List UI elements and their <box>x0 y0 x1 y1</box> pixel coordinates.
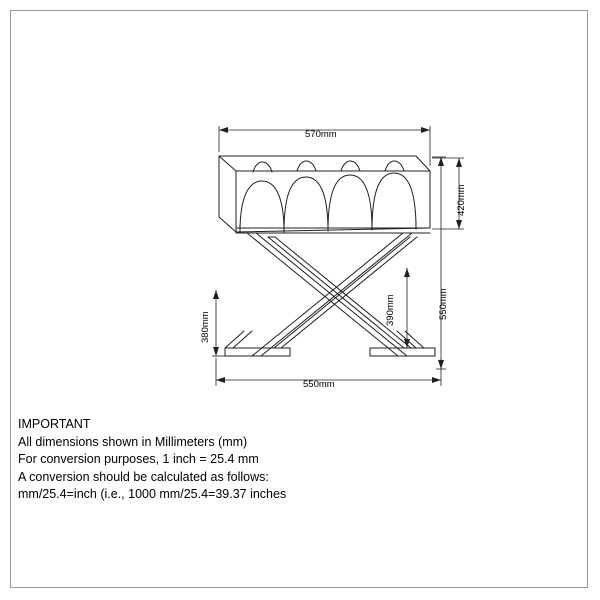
dim-foot-height <box>212 290 226 356</box>
dim-overall-height <box>432 157 446 369</box>
notes-heading: IMPORTANT <box>18 417 91 431</box>
dim-label-top-width: 570mm <box>305 129 337 140</box>
notes-line-2: For conversion purposes, 1 inch = 25.4 mm <box>18 452 259 466</box>
important-notes <box>18 416 438 504</box>
notes-line-3: A conversion should be calculated as follows: <box>18 469 269 484</box>
notes-line-4: mm/25.4=inch (i.e., 1000 mm/25.4=39.37 inches <box>18 487 287 501</box>
dim-label-overall-height: 550mm <box>438 288 449 320</box>
dim-label-foot-height: 380mm <box>200 311 211 343</box>
x-frame-legs <box>225 228 435 356</box>
dim-label-leg-height: 390mm <box>385 294 396 326</box>
seat-cushion <box>219 156 430 232</box>
dim-leg-height <box>404 268 410 348</box>
dim-label-seat-depth: 420mm <box>456 184 467 216</box>
dim-label-bottom-width: 550mm <box>303 379 335 390</box>
notes-line-1: All dimensions shown in Millimeters (mm) <box>18 434 248 449</box>
